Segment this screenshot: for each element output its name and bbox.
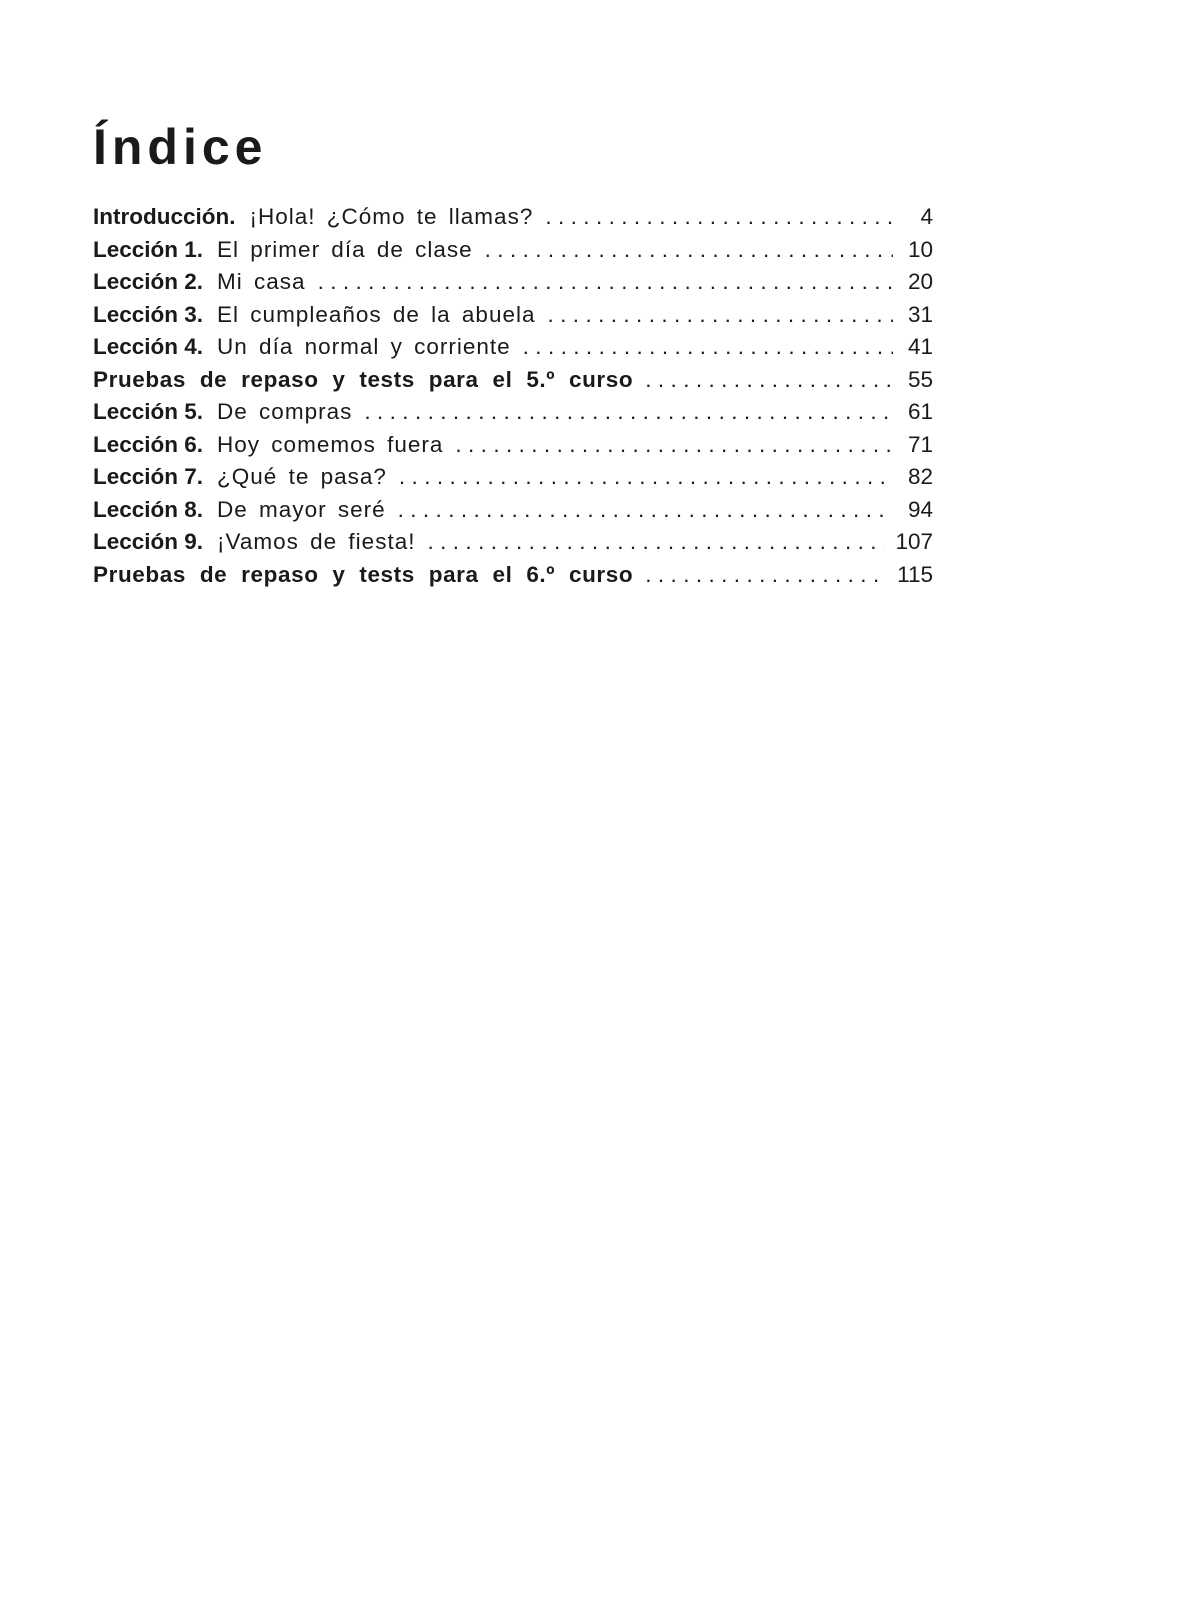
- entry-title: ¿Qué te pasa?: [217, 464, 387, 489]
- entry-label: Pruebas de repaso y tests para el 5.º curso: [93, 366, 634, 392]
- dot-leader: [548, 299, 894, 332]
- entry-title: Mi casa: [217, 269, 306, 294]
- toc-entry: [93, 364, 933, 397]
- entry-title: Un día normal y corriente: [217, 334, 511, 359]
- toc-entry: [93, 266, 933, 299]
- toc-list: [93, 201, 933, 591]
- entry-label: Lección 7.: [93, 464, 204, 489]
- entry-title: De compras: [217, 399, 353, 424]
- toc-entry: [93, 201, 933, 234]
- dot-leader: [399, 461, 893, 494]
- entry-page-number: 4: [920, 204, 933, 229]
- toc-entry: [93, 331, 933, 364]
- table-of-contents-page: [93, 120, 933, 591]
- entry-page-number: 10: [907, 236, 933, 262]
- toc-entry: [93, 526, 933, 559]
- toc-entry: [93, 234, 933, 267]
- dot-leader: [645, 559, 887, 592]
- entry-page-number: 94: [907, 496, 933, 522]
- entry-title: El cumpleaños de la abuela: [217, 301, 536, 327]
- entry-title: De mayor seré: [217, 496, 386, 522]
- toc-entry: [93, 559, 933, 592]
- entry-label: Lección 5.: [93, 399, 204, 424]
- entry-label: Lección 4.: [93, 334, 204, 359]
- toc-entry: [93, 494, 933, 527]
- dot-leader: [455, 429, 893, 462]
- dot-leader: [645, 364, 893, 397]
- entry-page-number: 107: [895, 529, 933, 554]
- entry-label: Lección 6.: [93, 431, 204, 457]
- toc-entry: [93, 429, 933, 462]
- entry-page-number: 82: [907, 464, 933, 489]
- entry-label: Lección 8.: [93, 496, 204, 522]
- toc-entry: [93, 461, 933, 494]
- dot-leader: [398, 494, 893, 527]
- dot-leader: [318, 266, 893, 299]
- entry-label: Pruebas de repaso y tests para el 6.º curso: [93, 561, 634, 587]
- entry-page-number: 41: [907, 334, 933, 359]
- entry-title: Hoy comemos fuera: [217, 431, 444, 457]
- entry-page-number: 55: [907, 366, 933, 392]
- entry-label: Lección 2.: [93, 269, 204, 294]
- entry-label: Lección 3.: [93, 301, 204, 327]
- entry-title: El primer día de clase: [217, 236, 473, 262]
- page-title: Índice: [93, 119, 268, 175]
- entry-title: ¡Vamos de fiesta!: [217, 529, 416, 554]
- entry-label: Introducción.: [93, 204, 236, 229]
- entry-title: ¡Hola! ¿Cómo te llamas?: [249, 204, 534, 229]
- toc-entry: [93, 299, 933, 332]
- dot-leader: [485, 234, 893, 267]
- entry-page-number: 61: [907, 399, 933, 424]
- entry-label: Lección 1.: [93, 236, 204, 262]
- entry-page-number: 71: [907, 431, 933, 457]
- entry-page-number: 31: [907, 301, 933, 327]
- entry-page-number: 115: [897, 561, 933, 587]
- entry-label: Lección 9.: [93, 529, 204, 554]
- toc-entry: [93, 396, 933, 429]
- dot-leader: [427, 526, 885, 559]
- dot-leader: [545, 201, 893, 234]
- dot-leader: [523, 331, 893, 364]
- dot-leader: [364, 396, 893, 429]
- entry-page-number: 20: [907, 269, 933, 294]
